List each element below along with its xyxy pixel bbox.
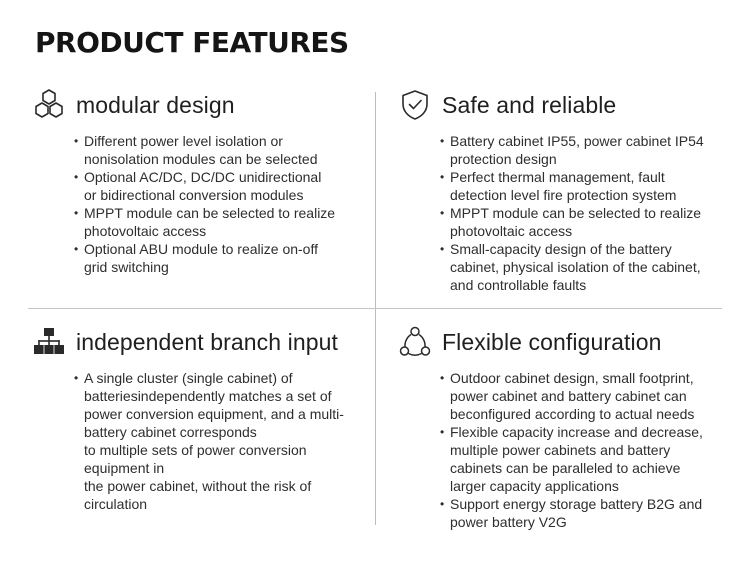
feature-heading: independent branch input [76,328,339,355]
feature-heading: modular design [76,91,235,118]
shield-check-icon [398,88,432,122]
item-line: • Optional ABU module to realize on-off [84,241,318,257]
item-line: equipment in [84,460,165,476]
list-item [74,204,372,240]
feature-list [32,369,372,513]
item-line: photovoltaic access [450,223,573,239]
list-item [440,132,728,168]
page-title: PRODUCT FEATURES [35,26,349,59]
feature-header [398,323,728,361]
item-line: and controllable faults [450,277,587,293]
item-line: or bidirectional conversion modules [84,187,304,203]
item-line: power cabinet and battery cabinet can [450,388,687,404]
item-line: • Outdoor cabinet design, small footprint, [450,370,694,386]
item-line: grid switching [84,259,169,275]
item-line: • Perfect thermal management, fault [450,169,665,185]
feature-heading: Flexible configuration [442,328,662,355]
item-line: detection level fire protection system [450,187,677,203]
feature-modular-design [32,86,372,276]
item-line: to multiple sets of power conversion [84,442,307,458]
connected-nodes-icon [398,325,432,359]
item-line: cabinets can be paralleled to achieve [450,460,681,476]
item-line: • MPPT module can be selected to realize [84,205,336,221]
item-line: • Support energy storage battery B2G and [450,496,703,512]
item-line: • Flexible capacity increase and decrease, [450,424,703,440]
item-line: • Optional AC/DC, DC/DC unidirectional [84,169,322,185]
item-line: photovoltaic access [84,223,207,239]
list-item [440,423,728,495]
feature-safe-and-reliable [398,86,728,294]
feature-list [398,132,728,294]
item-line: cabinet, physical isolation of the cabinet, [450,259,701,275]
feature-list [398,369,728,531]
item-line: • A single cluster (single cabinet) of [84,370,293,386]
feature-header [32,323,372,361]
feature-header [398,86,728,124]
list-item [440,204,728,240]
list-item [440,168,728,204]
item-line: batteriesindependently matches a set of [84,388,332,404]
list-item [440,240,728,294]
item-line: • MPPT module can be selected to realize [450,205,702,221]
list-item [74,168,372,204]
item-line: circulation [84,496,148,512]
item-line: • Battery cabinet IP55, power cabinet IP54 [450,133,704,149]
feature-independent-branch-input [32,323,372,513]
list-item [440,495,728,531]
item-line: nonisolation modules can be selected [84,151,318,167]
item-line: • Small-capacity design of the battery [450,241,672,257]
list-item [74,132,372,168]
item-line: power battery V2G [450,514,567,530]
item-line: • Different power level isolation or [84,133,283,149]
item-line: battery cabinet corresponds [84,424,257,440]
network-hierarchy-icon [32,325,66,359]
item-line: protection design [450,151,557,167]
feature-heading: Safe and reliable [442,91,617,118]
item-line: larger capacity applications [450,478,619,494]
item-line: power conversion equipment, and a multi- [84,406,344,422]
hexagon-cluster-icon [32,88,66,122]
horizontal-divider [28,308,722,309]
item-line: the power cabinet, without the risk of [84,478,312,494]
item-line: multiple power cabinets and battery [450,442,671,458]
list-item [74,369,372,513]
feature-header [32,86,372,124]
list-item [74,240,372,276]
feature-list [32,132,372,276]
item-line: beconfigured according to actual needs [450,406,695,422]
list-item [440,369,728,423]
feature-flexible-configuration [398,323,728,531]
